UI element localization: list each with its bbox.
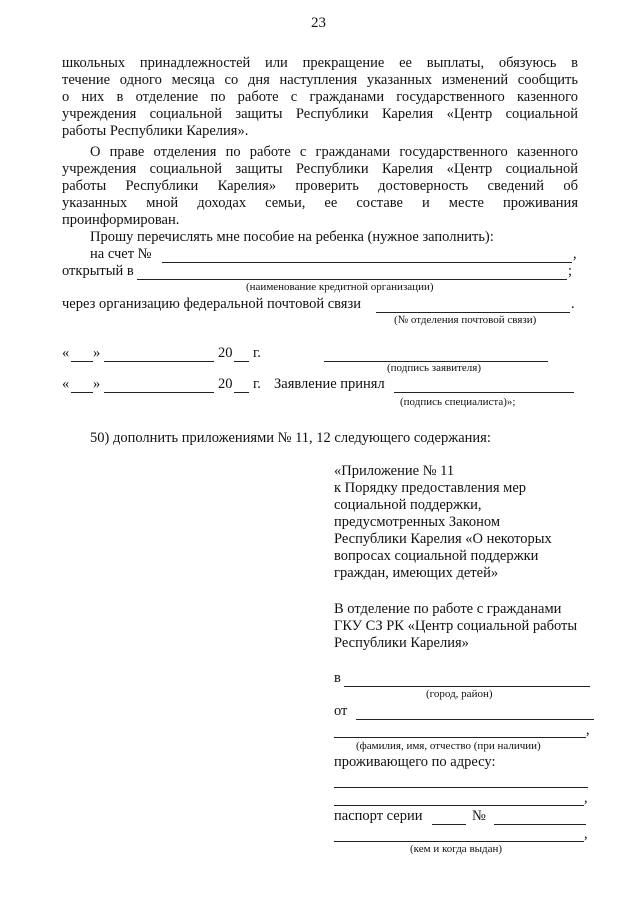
date-close-quote: » xyxy=(93,376,101,392)
post-label: через организацию федеральной почтовой связи xyxy=(62,296,361,312)
year-field[interactable] xyxy=(234,392,249,393)
credit-org-hint: (наименование кредитной организации) xyxy=(246,281,434,293)
page-number: 23 xyxy=(311,15,326,31)
para1-line: школьных принадлежностей или прекращение ее выплаты, обязуюсь в xyxy=(62,55,578,71)
post-office-hint: (№ отделения почтовой связи) xyxy=(394,314,537,326)
payment-request: Прошу перечислять мне пособие на ребенка (нужное заполнить): xyxy=(90,229,494,245)
appendix-line: Республики Карелия «О некоторых xyxy=(334,531,552,547)
amendment-text: 50) дополнить приложениями № 11, 12 следующего содержания: xyxy=(90,430,491,446)
city-field[interactable] xyxy=(344,686,590,687)
passport-label: паспорт серии xyxy=(334,808,423,824)
year-prefix: 20 xyxy=(218,345,233,361)
city-hint: (город, район) xyxy=(426,688,493,700)
passport-series-field[interactable] xyxy=(432,824,466,825)
para2-line: работы Республики Карелия» проверить достоверность сведений об xyxy=(62,178,578,194)
comma: , xyxy=(586,722,590,738)
addressee-line: ГКУ СЗ РК «Центр социальной работы xyxy=(334,618,578,634)
addressee-line: В отделение по работе с гражданами xyxy=(334,601,562,617)
applicant-signature-hint: (подпись заявителя) xyxy=(387,362,482,374)
year-suffix: г. xyxy=(253,376,261,392)
year-prefix: 20 xyxy=(218,376,233,392)
specialist-signature-hint: (подпись специалиста)»; xyxy=(400,396,516,408)
para2-line: О праве отделения по работе с гражданами государственного казенного xyxy=(90,144,578,160)
credit-org-field[interactable] xyxy=(137,279,567,280)
date-open-quote: « xyxy=(62,345,70,361)
specialist-signature-field[interactable] xyxy=(394,392,574,393)
address-field-line2[interactable] xyxy=(334,805,584,806)
from-label: от xyxy=(334,703,348,719)
para1-line: работы Республики Карелия». xyxy=(62,123,249,139)
addressee-line: Республики Карелия» xyxy=(334,635,469,651)
para2-line: указанных мной доходах семьи, ее составе и месте проживания xyxy=(62,195,578,211)
accepted-label: Заявление принял xyxy=(274,376,385,392)
account-end: , xyxy=(573,246,577,262)
opened-end: ; xyxy=(568,263,573,279)
opened-label: открытый в xyxy=(62,263,134,279)
account-number-field[interactable] xyxy=(162,262,572,263)
day-field[interactable] xyxy=(71,361,93,362)
date-open-quote: « xyxy=(62,376,70,392)
issued-hint: (кем и когда выдан) xyxy=(410,843,503,855)
year-suffix: г. xyxy=(253,345,261,361)
para1-line: учреждения социальной защиты Республики Карелия «Центр социальной xyxy=(62,106,578,122)
month-field[interactable] xyxy=(104,361,214,362)
address-field[interactable] xyxy=(334,787,588,788)
address-label: проживающего по адресу: xyxy=(334,754,496,770)
passport-number-label: № xyxy=(472,808,486,824)
para2-line: проинформирован. xyxy=(62,212,180,228)
year-field[interactable] xyxy=(234,361,249,362)
appendix-line: «Приложение № 11 xyxy=(334,463,455,479)
para2-line: учреждения социальной защиты Республики Карелия «Центр социальной xyxy=(62,161,578,177)
appendix-line: вопросах социальной поддержки xyxy=(334,548,539,564)
from-field-line2[interactable] xyxy=(334,737,586,738)
post-end: . xyxy=(571,296,575,312)
para1-line: течение одного месяца со дня наступления указанных изменений сообщить xyxy=(62,72,578,88)
in-label: в xyxy=(334,670,341,686)
account-label: на счет № xyxy=(90,246,152,262)
from-field[interactable] xyxy=(356,719,594,720)
comma: , xyxy=(584,790,588,806)
issued-field[interactable] xyxy=(334,841,584,842)
passport-number-field[interactable] xyxy=(494,824,586,825)
appendix-line: социальной поддержки, xyxy=(334,497,482,513)
para1-line: о них в отделение по работе с гражданами государственного казенного xyxy=(62,89,578,105)
day-field[interactable] xyxy=(71,392,93,393)
month-field[interactable] xyxy=(104,392,214,393)
post-office-field[interactable] xyxy=(376,312,570,313)
appendix-line: предусмотренных Законом xyxy=(334,514,501,530)
fio-hint: (фамилия, имя, отчество (при наличии) xyxy=(356,740,541,752)
appendix-line: к Порядку предоставления мер xyxy=(334,480,527,496)
comma: , xyxy=(584,826,588,842)
appendix-line: граждан, имеющих детей» xyxy=(334,565,499,581)
date-close-quote: » xyxy=(93,345,101,361)
